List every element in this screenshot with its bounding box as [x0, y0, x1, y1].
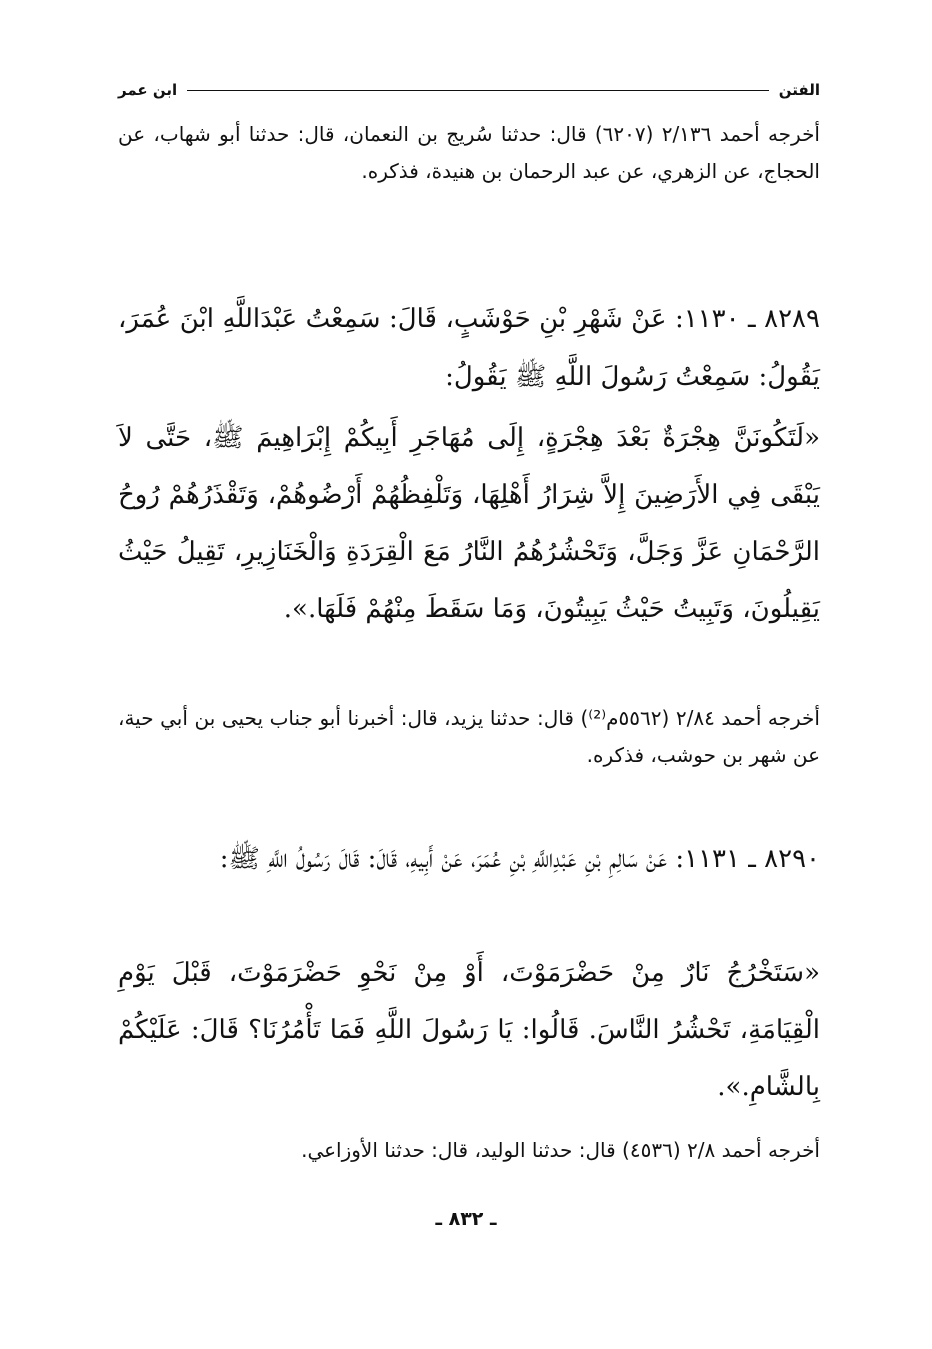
- hadith-8290-heading: ٨٢٩٠ ـ ١١٣١: عَنْ سَالِمِ بْنِ عَبْدِاللَّهِ بْنِ عُمَرَ، عَنْ أَبِيهِ، قَالَ: قَالَ رَسُولُ اللَّهِ ﷺ:: [219, 844, 820, 874]
- hadith-8289-text: «لَتَكُونَنَّ هِجْرَةٌ بَعْدَ هِجْرَةٍ، إِلَى مُهَاجَرِ أَبِيكُمْ إِبْرَاهِيمَ ﷺ، حَتَّى لاَ يَبْقَى فِي الأَرَضِينَ إِلاَّ شِرَارُ أَهْلِهَا، وَتَلْفِظُهُمْ أَرْضُوهُمْ، وَتَقْذَرُهُمْ رُوحُ الرَّحْمَانِ عَزَّ وَجَلَّ، وَتَحْشُرُهُمُ النَّارُ مَعَ الْقِرَدَةِ وَالْخَنَازِيرِ، تَقِيلُ حَيْثُ يَقِيلُونَ، وَتَبِيتُ حَيْثُ يَبِيتُونَ، وَمَا سَقَطَ مِنْهُمْ فَلَهَا.».: [118, 423, 820, 624]
- page-number: ـ ٨٣٢ ـ: [435, 1208, 497, 1230]
- hadith-8290-text: «سَتَخْرُجُ نَارٌ مِنْ حَضْرَمَوْتَ، أَوْ مِنْ نَحْوِ حَضْرَمَوْتَ، قَبْلَ يَوْمِ الْقِيَامَةِ، تَحْشُرُ النَّاسَ. قَالُوا: يَا رَسُولَ اللَّهِ فَمَا تَأْمُرُنَا؟ قَالَ: عَلَيْكُمْ بِالشَّامِ.».: [118, 958, 820, 1102]
- takhrij-8290: أخرجه أحمد ٢/٨ (٤٥٣٦) قال: حدثنا الوليد، قال: حدثنا الأوزاعي.: [301, 1138, 820, 1162]
- takhrij-8289: أخرجه أحمد ٢/٨٤ (٥٥٦٢م⁽²⁾) قال: حدثنا يزيد، قال: أخبرنا أبو جناب يحيى بن أبي حية، عن شهر بن حوشب، فذكره.: [118, 706, 820, 767]
- takhrij-previous: أخرجه أحمد ٢/١٣٦ (٦٢٠٧) قال: حدثنا سُريج بن النعمان، قال: حدثنا أبو شهاب، عن الحجاج، عن الزهري، عن عبد الرحمان بن هنيدة، فذكره.: [118, 122, 820, 183]
- running-header: [118, 78, 820, 102]
- header-rule: [187, 90, 769, 91]
- book-title: الفتن: [778, 81, 820, 99]
- section-title: ابن عمر: [118, 81, 178, 99]
- hadith-8289-heading: ٨٢٨٩ ـ ١١٣٠: عَنْ شَهْرِ بْنِ حَوْشَبٍ، قَالَ: سَمِعْتُ عَبْدَاللَّهِ ابْنَ عُمَرَ، يَقُولُ: سَمِعْتُ رَسُولَ اللَّهِ ﷺ يَقُولُ:: [118, 304, 820, 392]
